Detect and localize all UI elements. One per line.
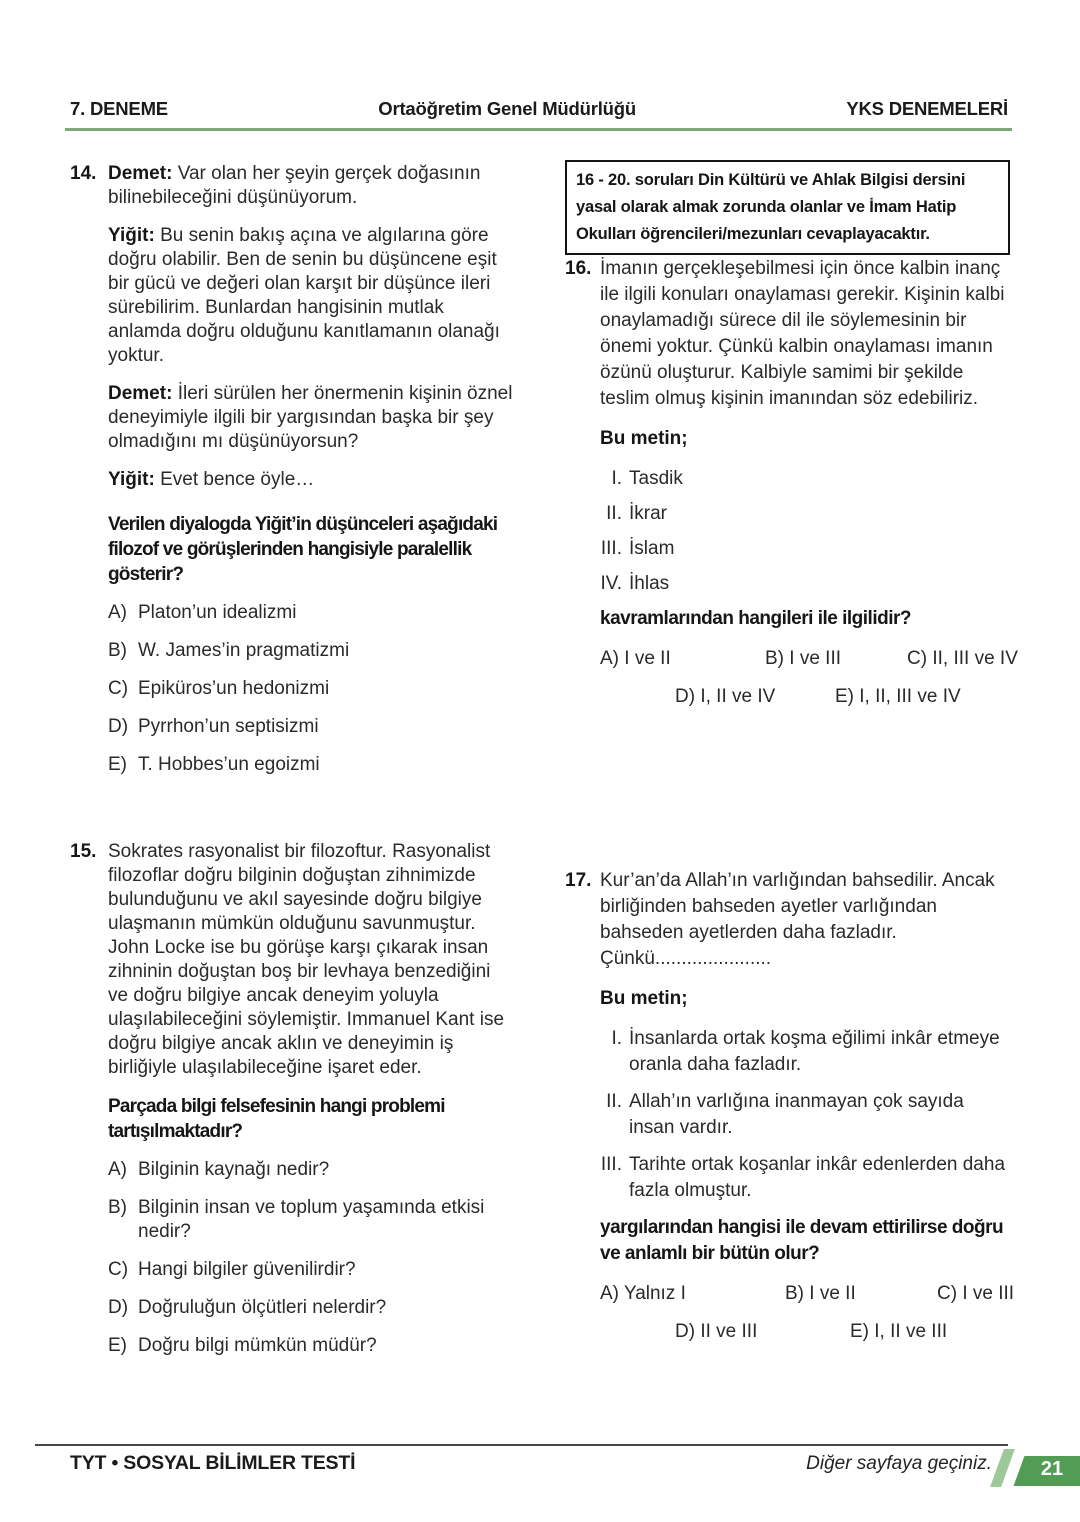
roman-numeral: III. bbox=[600, 538, 622, 559]
option-b bbox=[765, 646, 841, 672]
roman-item-text: İhlas bbox=[629, 573, 670, 594]
question-15-options bbox=[108, 1158, 514, 1358]
option-a bbox=[600, 1281, 686, 1307]
roman-numeral: I. bbox=[611, 468, 622, 489]
question-15 bbox=[70, 840, 520, 1372]
option-label: A) bbox=[108, 602, 127, 623]
option-text: Pyrrhon’un septisizmi bbox=[138, 716, 319, 737]
option-e bbox=[835, 684, 961, 710]
option-b bbox=[108, 1196, 514, 1244]
option-label: B) bbox=[765, 648, 784, 669]
option-text: I, II ve III bbox=[874, 1321, 948, 1342]
question-16-items bbox=[600, 466, 1012, 597]
option-d bbox=[675, 684, 775, 710]
question-17-body bbox=[600, 868, 1015, 1357]
dialog-text: Var olan her şeyin gerçek doğasının bilinebileceğini düşünüyorum. bbox=[108, 163, 481, 208]
footer-slash-accent bbox=[990, 1449, 1015, 1487]
option-label: E) bbox=[850, 1321, 869, 1342]
question-17-text: Kur’an’da Allah’ın varlığından bahsedilir. Ancak birliğinden bahseden ayetler varlığından bahseden ayetlerden daha fazladır. Çünkü...................... bbox=[600, 870, 995, 969]
option-a bbox=[108, 1158, 514, 1182]
option-label: C) bbox=[907, 648, 928, 669]
question-16-stem: kavramlarından hangileri ile ilgilidir? bbox=[600, 608, 911, 629]
speaker-name: Yiğit: bbox=[108, 225, 155, 246]
dialog-text: Evet bence öyle… bbox=[160, 469, 315, 490]
roman-numeral: II. bbox=[606, 503, 622, 524]
question-16-options-row1 bbox=[600, 646, 1018, 684]
option-label: A) bbox=[600, 648, 619, 669]
option-a bbox=[108, 601, 514, 625]
option-text: Epiküros’un hedonizmi bbox=[138, 678, 330, 699]
question-15-stem: Parçada bilgi felsefesinin hangi problemi tartışılmaktadır? bbox=[108, 1096, 445, 1142]
roman-item-3 bbox=[600, 1152, 1012, 1204]
page-header bbox=[70, 98, 1008, 120]
question-17-number: 17. bbox=[565, 870, 592, 891]
roman-numeral: III. bbox=[600, 1154, 622, 1175]
option-text: Bilginin insan ve toplum yaşamında etkisi nedir? bbox=[138, 1197, 485, 1242]
question-17 bbox=[565, 868, 1015, 1357]
option-label: D) bbox=[675, 1321, 696, 1342]
question-15-text: Sokrates rasyonalist bir filozoftur. Rasyonalist filozoflar doğru bilginin doğuştan zihnimizde bulunduğunu ve akıl sayesinde doğru bilgiye ulaşmanın mümkün olduğunu savunmuştur. John Locke ise bu görüşe karşı çıkarak insan zihninin doğuştan boş bir levhaya benzediğini ve doğru bilgiye ancak deneyim yoluyla ulaşılabileceğini söylemiştir. Immanuel Kant ise doğru bilgiye ancak aklın ve deneyimin iş birliğiyle ulaşılabileceğine işaret eder. bbox=[108, 841, 505, 1078]
option-label: C) bbox=[937, 1283, 958, 1304]
roman-item-4 bbox=[600, 571, 1012, 597]
option-label: A) bbox=[600, 1283, 619, 1304]
roman-item-3 bbox=[600, 536, 1012, 562]
speaker-name: Demet: bbox=[108, 383, 173, 404]
footer-test-title: TYT • SOSYAL BİLİMLER TESTİ bbox=[70, 1452, 356, 1474]
option-d bbox=[108, 1296, 514, 1320]
question-16-number: 16. bbox=[565, 258, 592, 279]
dialog-paragraph bbox=[108, 162, 514, 210]
option-text: Doğru bilgi mümkün müdür? bbox=[138, 1335, 377, 1356]
header-series-title: YKS DENEMELERİ bbox=[846, 98, 1008, 119]
roman-item-text: Tasdik bbox=[629, 468, 683, 489]
header-institution: Ortaöğretim Genel Müdürlüğü bbox=[378, 98, 636, 119]
option-text: Yalnız I bbox=[623, 1283, 686, 1304]
notice-box: 16 - 20. soruları Din Kültürü ve Ahlak Bilgisi dersini yasal olarak almak zorunda olanlar ve İmam Hatip Okulları öğrencileri/mezunları cevaplayacaktır. bbox=[565, 160, 1010, 255]
option-d bbox=[675, 1319, 757, 1345]
roman-item-text: İnsanlarda ortak koşma eğilimi inkâr etmeye oranla daha fazladır. bbox=[629, 1028, 1000, 1075]
dialog-text: İleri sürülen her önermenin kişinin öznel deneyimiyle ilgili bir yargısından başka bir şey olmadığını mı düşünüyorsun? bbox=[108, 383, 513, 452]
option-text: Doğruluğun ölçütleri nelerdir? bbox=[138, 1297, 387, 1318]
roman-numeral: IV. bbox=[600, 573, 622, 594]
option-text: I ve II bbox=[809, 1283, 856, 1304]
dialog-paragraph bbox=[108, 224, 514, 368]
header-rule bbox=[65, 128, 1012, 131]
page-number: 21 bbox=[1040, 1458, 1064, 1480]
option-text: W. James’in pragmatizmi bbox=[138, 640, 350, 661]
roman-numeral: II. bbox=[606, 1091, 622, 1112]
option-label: D) bbox=[675, 686, 696, 707]
question-16-text: İmanın gerçekleşebilmesi için önce kalbin inanç ile ilgili konuları onaylaması gerekir. Kişinin kalbi onaylamadığı sürece dil ile söylemesinin bir önemi yoktur. Çünkü kalbin onaylaması imanın özünü oluşturur. Kalbiyle samimi bir şekilde teslim olmuş kişinin imanından söz edebiliriz. bbox=[600, 258, 1005, 409]
option-b bbox=[785, 1281, 856, 1307]
speaker-name: Yiğit: bbox=[108, 469, 155, 490]
question-14-number: 14. bbox=[70, 163, 97, 184]
option-text: Platon’un idealizmi bbox=[138, 602, 297, 623]
option-d bbox=[108, 715, 514, 739]
option-b bbox=[108, 639, 514, 663]
option-text: I ve III bbox=[789, 648, 842, 669]
option-text: I ve III bbox=[962, 1283, 1015, 1304]
question-15-body bbox=[108, 840, 514, 1372]
option-c bbox=[937, 1281, 1014, 1307]
option-label: E) bbox=[108, 754, 127, 775]
dialog-text: Bu senin bakış açına ve algılarına göre doğru olabilir. Ben de senin bu düşüncene eşit bir gücü ve değeri olan karşıt bir düşünce ileri sürebilirim. Bunlardan hangisinin mutlak anlamda doğru olduğunu kanıtlamanın olanağı yoktur. bbox=[108, 225, 500, 366]
option-text: I ve II bbox=[624, 648, 671, 669]
option-text: I, II ve IV bbox=[700, 686, 776, 707]
option-label: B) bbox=[108, 1197, 127, 1218]
option-c bbox=[907, 646, 1018, 672]
question-17-items bbox=[600, 1026, 1012, 1204]
option-text: T. Hobbes’un egoizmi bbox=[138, 754, 320, 775]
option-text: Bilginin kaynağı nedir? bbox=[138, 1159, 330, 1180]
option-e bbox=[108, 1334, 514, 1358]
option-label: D) bbox=[108, 1297, 129, 1318]
option-label: C) bbox=[108, 1259, 129, 1280]
question-14-body bbox=[108, 162, 514, 791]
option-text: I, II, III ve IV bbox=[859, 686, 961, 707]
option-text: II, III ve IV bbox=[932, 648, 1018, 669]
question-17-options-row2 bbox=[600, 1319, 1012, 1357]
speaker-name: Demet: bbox=[108, 163, 173, 184]
roman-item-1 bbox=[600, 466, 1012, 492]
option-label: E) bbox=[835, 686, 854, 707]
roman-item-2 bbox=[600, 1089, 1012, 1141]
question-17-stem: yargılarından hangisi ile devam ettirilirse doğru ve anlamlı bir bütün olur? bbox=[600, 1217, 1004, 1264]
roman-item-text: Tarihte ortak koşanlar inkâr edenlerden daha fazla olmuştur. bbox=[629, 1154, 1006, 1201]
option-label: A) bbox=[108, 1159, 127, 1180]
option-a bbox=[600, 646, 671, 672]
footer-rule bbox=[35, 1444, 1008, 1446]
roman-numeral: I. bbox=[611, 1028, 622, 1049]
option-e bbox=[108, 753, 514, 777]
dialog-paragraph bbox=[108, 468, 514, 492]
option-label: D) bbox=[108, 716, 129, 737]
roman-item-text: Allah’ın varlığına inanmayan çok sayıda insan vardır. bbox=[629, 1091, 964, 1138]
question-16-options-row2 bbox=[600, 684, 1012, 722]
option-label: B) bbox=[785, 1283, 804, 1304]
footer-turn-page-note: Diğer sayfaya geçiniz. bbox=[806, 1453, 992, 1474]
option-c bbox=[108, 677, 514, 701]
option-e bbox=[850, 1319, 947, 1345]
question-16-lead: Bu metin; bbox=[600, 428, 688, 449]
header-exam-number: 7. DENEME bbox=[70, 98, 168, 119]
question-16-body bbox=[600, 256, 1018, 722]
roman-item-text: İkrar bbox=[629, 503, 667, 524]
question-17-lead: Bu metin; bbox=[600, 988, 688, 1009]
option-c bbox=[108, 1258, 514, 1282]
dialog-paragraph bbox=[108, 382, 514, 454]
roman-item-1 bbox=[600, 1026, 1012, 1078]
option-text: Hangi bilgiler güvenilirdir? bbox=[138, 1259, 356, 1280]
question-17-options-row1 bbox=[600, 1281, 1015, 1319]
option-label: E) bbox=[108, 1335, 127, 1356]
question-14-options bbox=[108, 601, 514, 777]
option-label: B) bbox=[108, 640, 127, 661]
question-14 bbox=[70, 162, 520, 791]
question-14-stem: Verilen diyalogda Yiğit’in düşünceleri aşağıdaki filozof ve görüşlerinden hangisiyle paralellik gösterir? bbox=[108, 514, 498, 585]
roman-item-2 bbox=[600, 501, 1012, 527]
question-15-number: 15. bbox=[70, 841, 97, 862]
question-16 bbox=[565, 256, 1018, 722]
option-label: C) bbox=[108, 678, 129, 699]
option-text: II ve III bbox=[700, 1321, 758, 1342]
roman-item-text: İslam bbox=[629, 538, 675, 559]
